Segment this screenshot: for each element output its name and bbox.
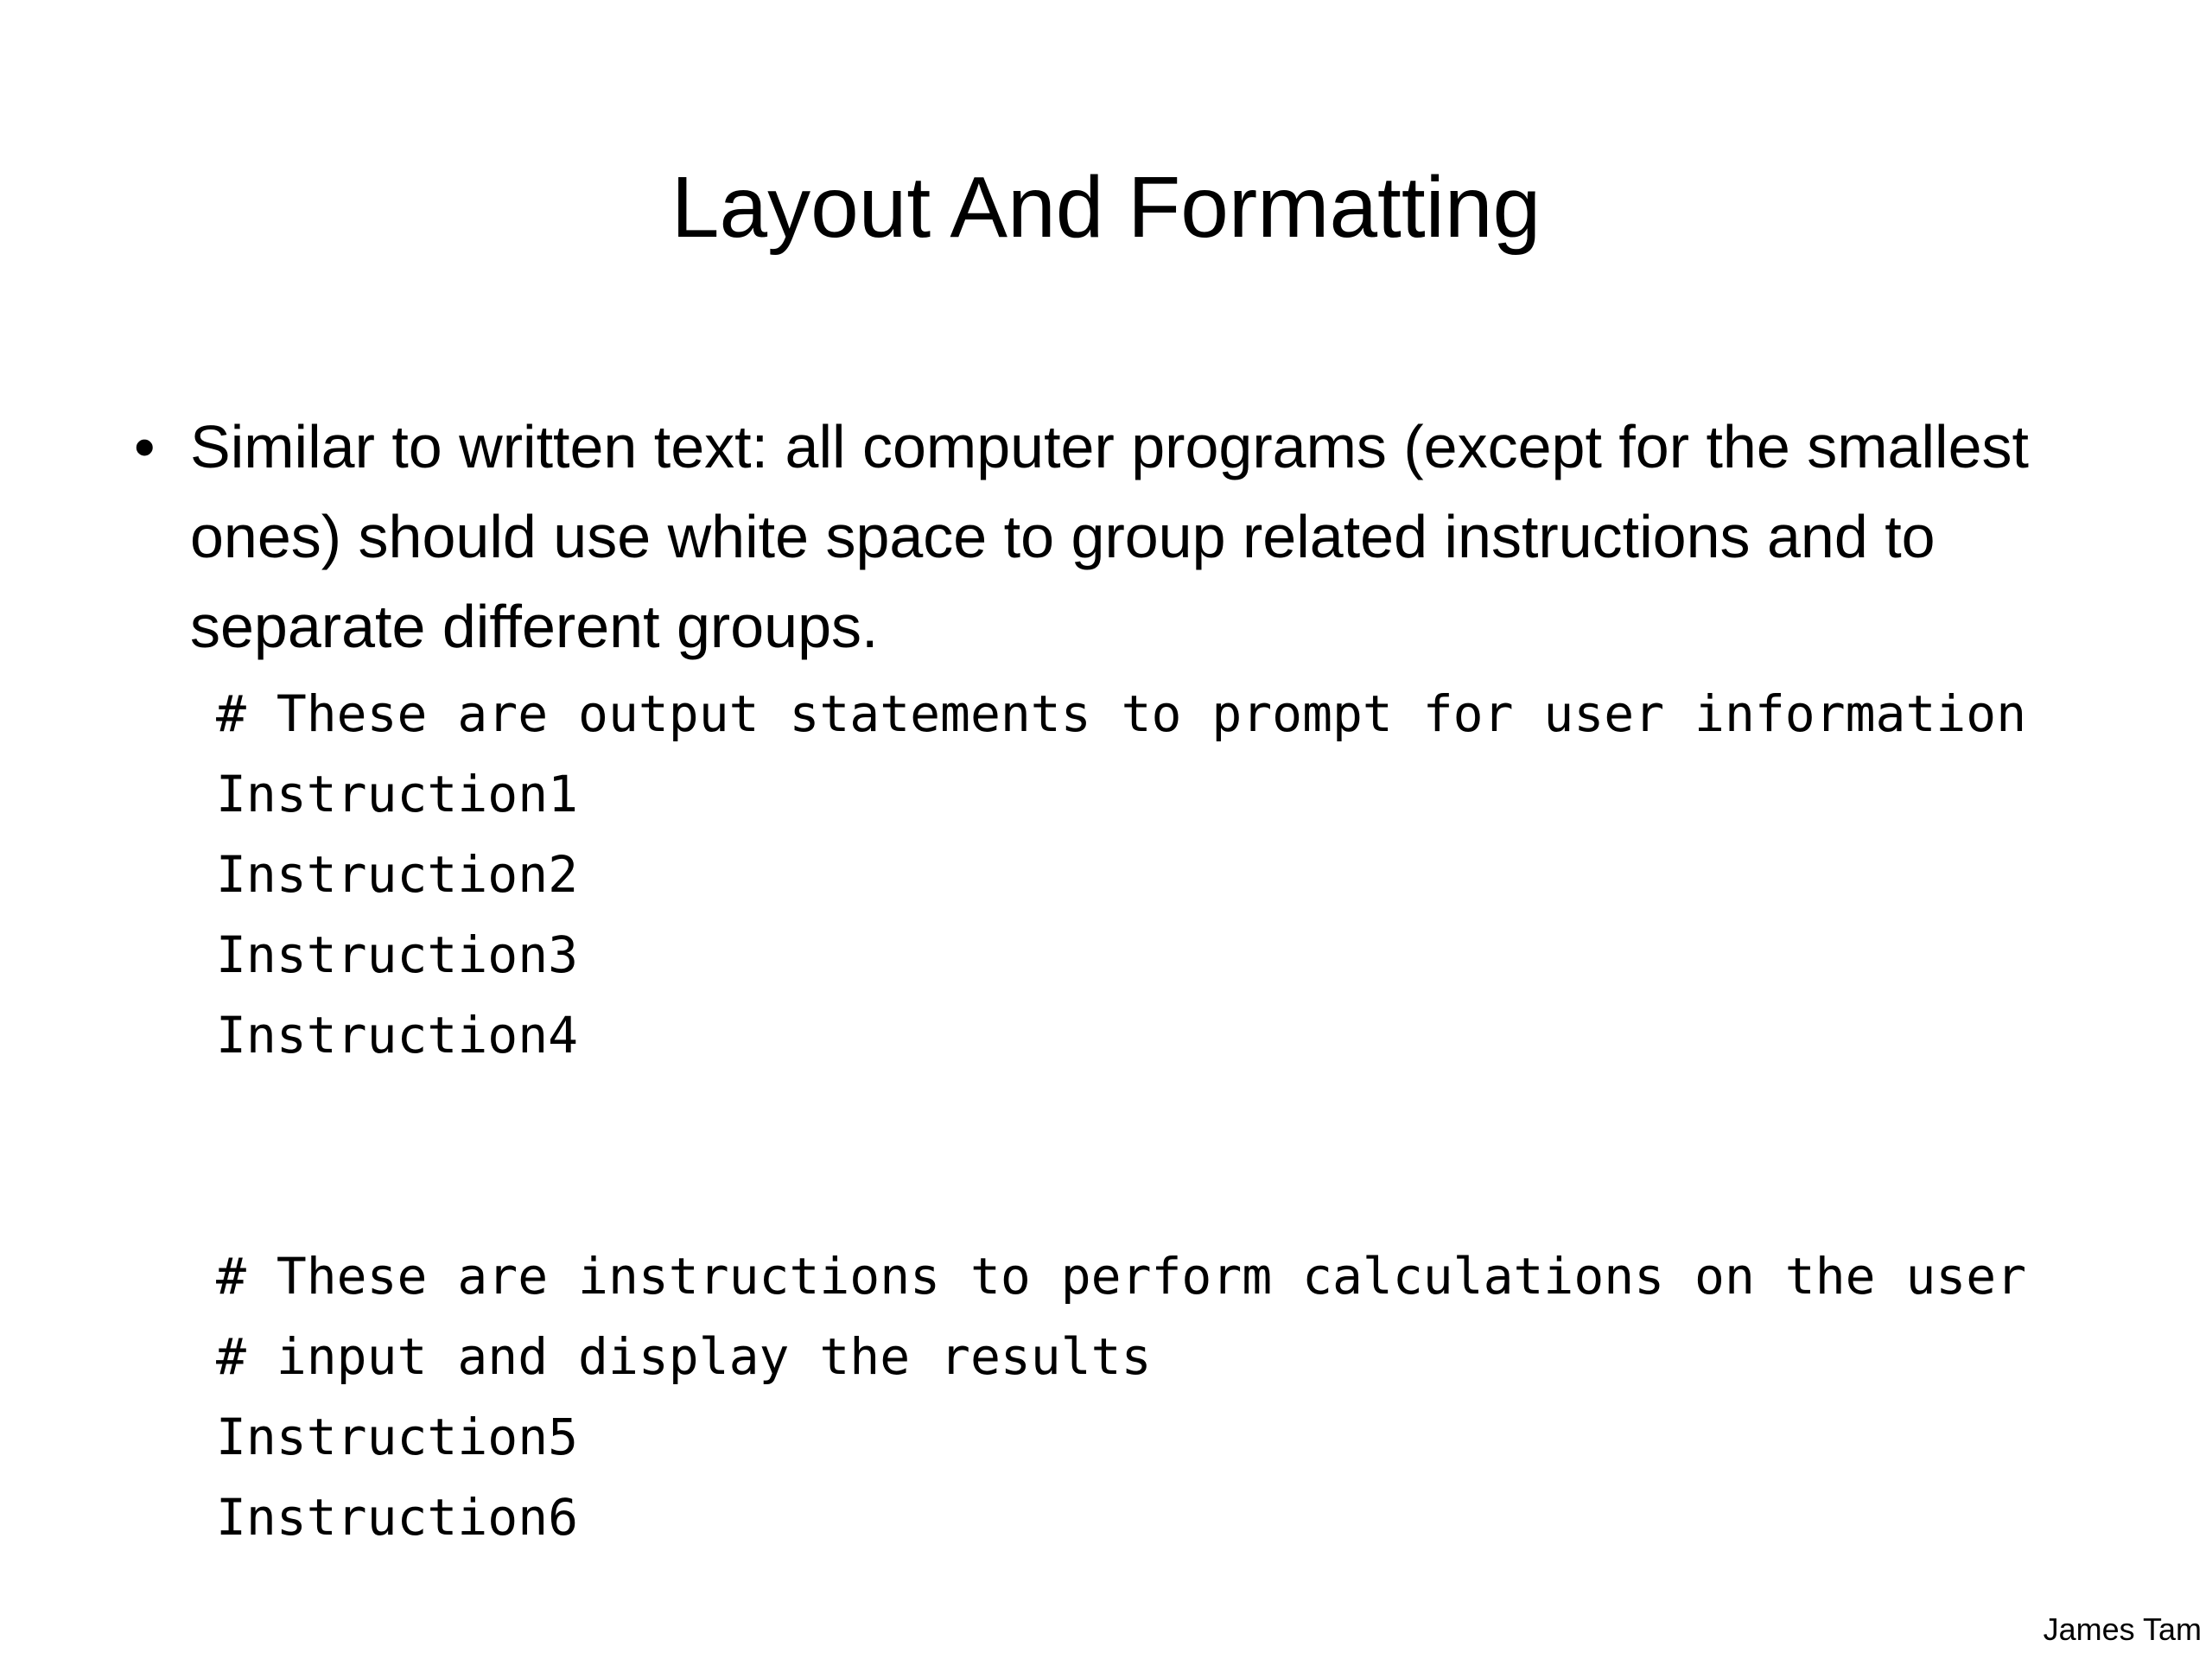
code-comment: # These are instructions to perform calculations on the user xyxy=(216,1247,2027,1306)
bullet-icon: • xyxy=(134,413,156,480)
code-blank-space xyxy=(216,1076,2152,1236)
bullet-text: Similar to written text: all computer programs (except for the smallest ones) should use white space to group related instructions and to separate different groups. xyxy=(190,413,2029,660)
code-example xyxy=(216,674,2152,1558)
author-footer: James Tam xyxy=(2043,1611,2202,1647)
code-comment: # input and display the results xyxy=(216,1327,1152,1386)
code-comment: # These are output statements to prompt for user information xyxy=(216,684,2027,743)
code-line: Instruction4 xyxy=(216,1006,579,1065)
code-line: Instruction6 xyxy=(216,1488,579,1547)
code-line: Instruction3 xyxy=(216,925,579,984)
code-line: Instruction2 xyxy=(216,845,579,904)
code-line: Instruction1 xyxy=(216,765,579,823)
bullet-point xyxy=(134,402,2087,671)
code-line: Instruction5 xyxy=(216,1408,579,1466)
slide-title: Layout And Formatting xyxy=(671,159,1541,256)
